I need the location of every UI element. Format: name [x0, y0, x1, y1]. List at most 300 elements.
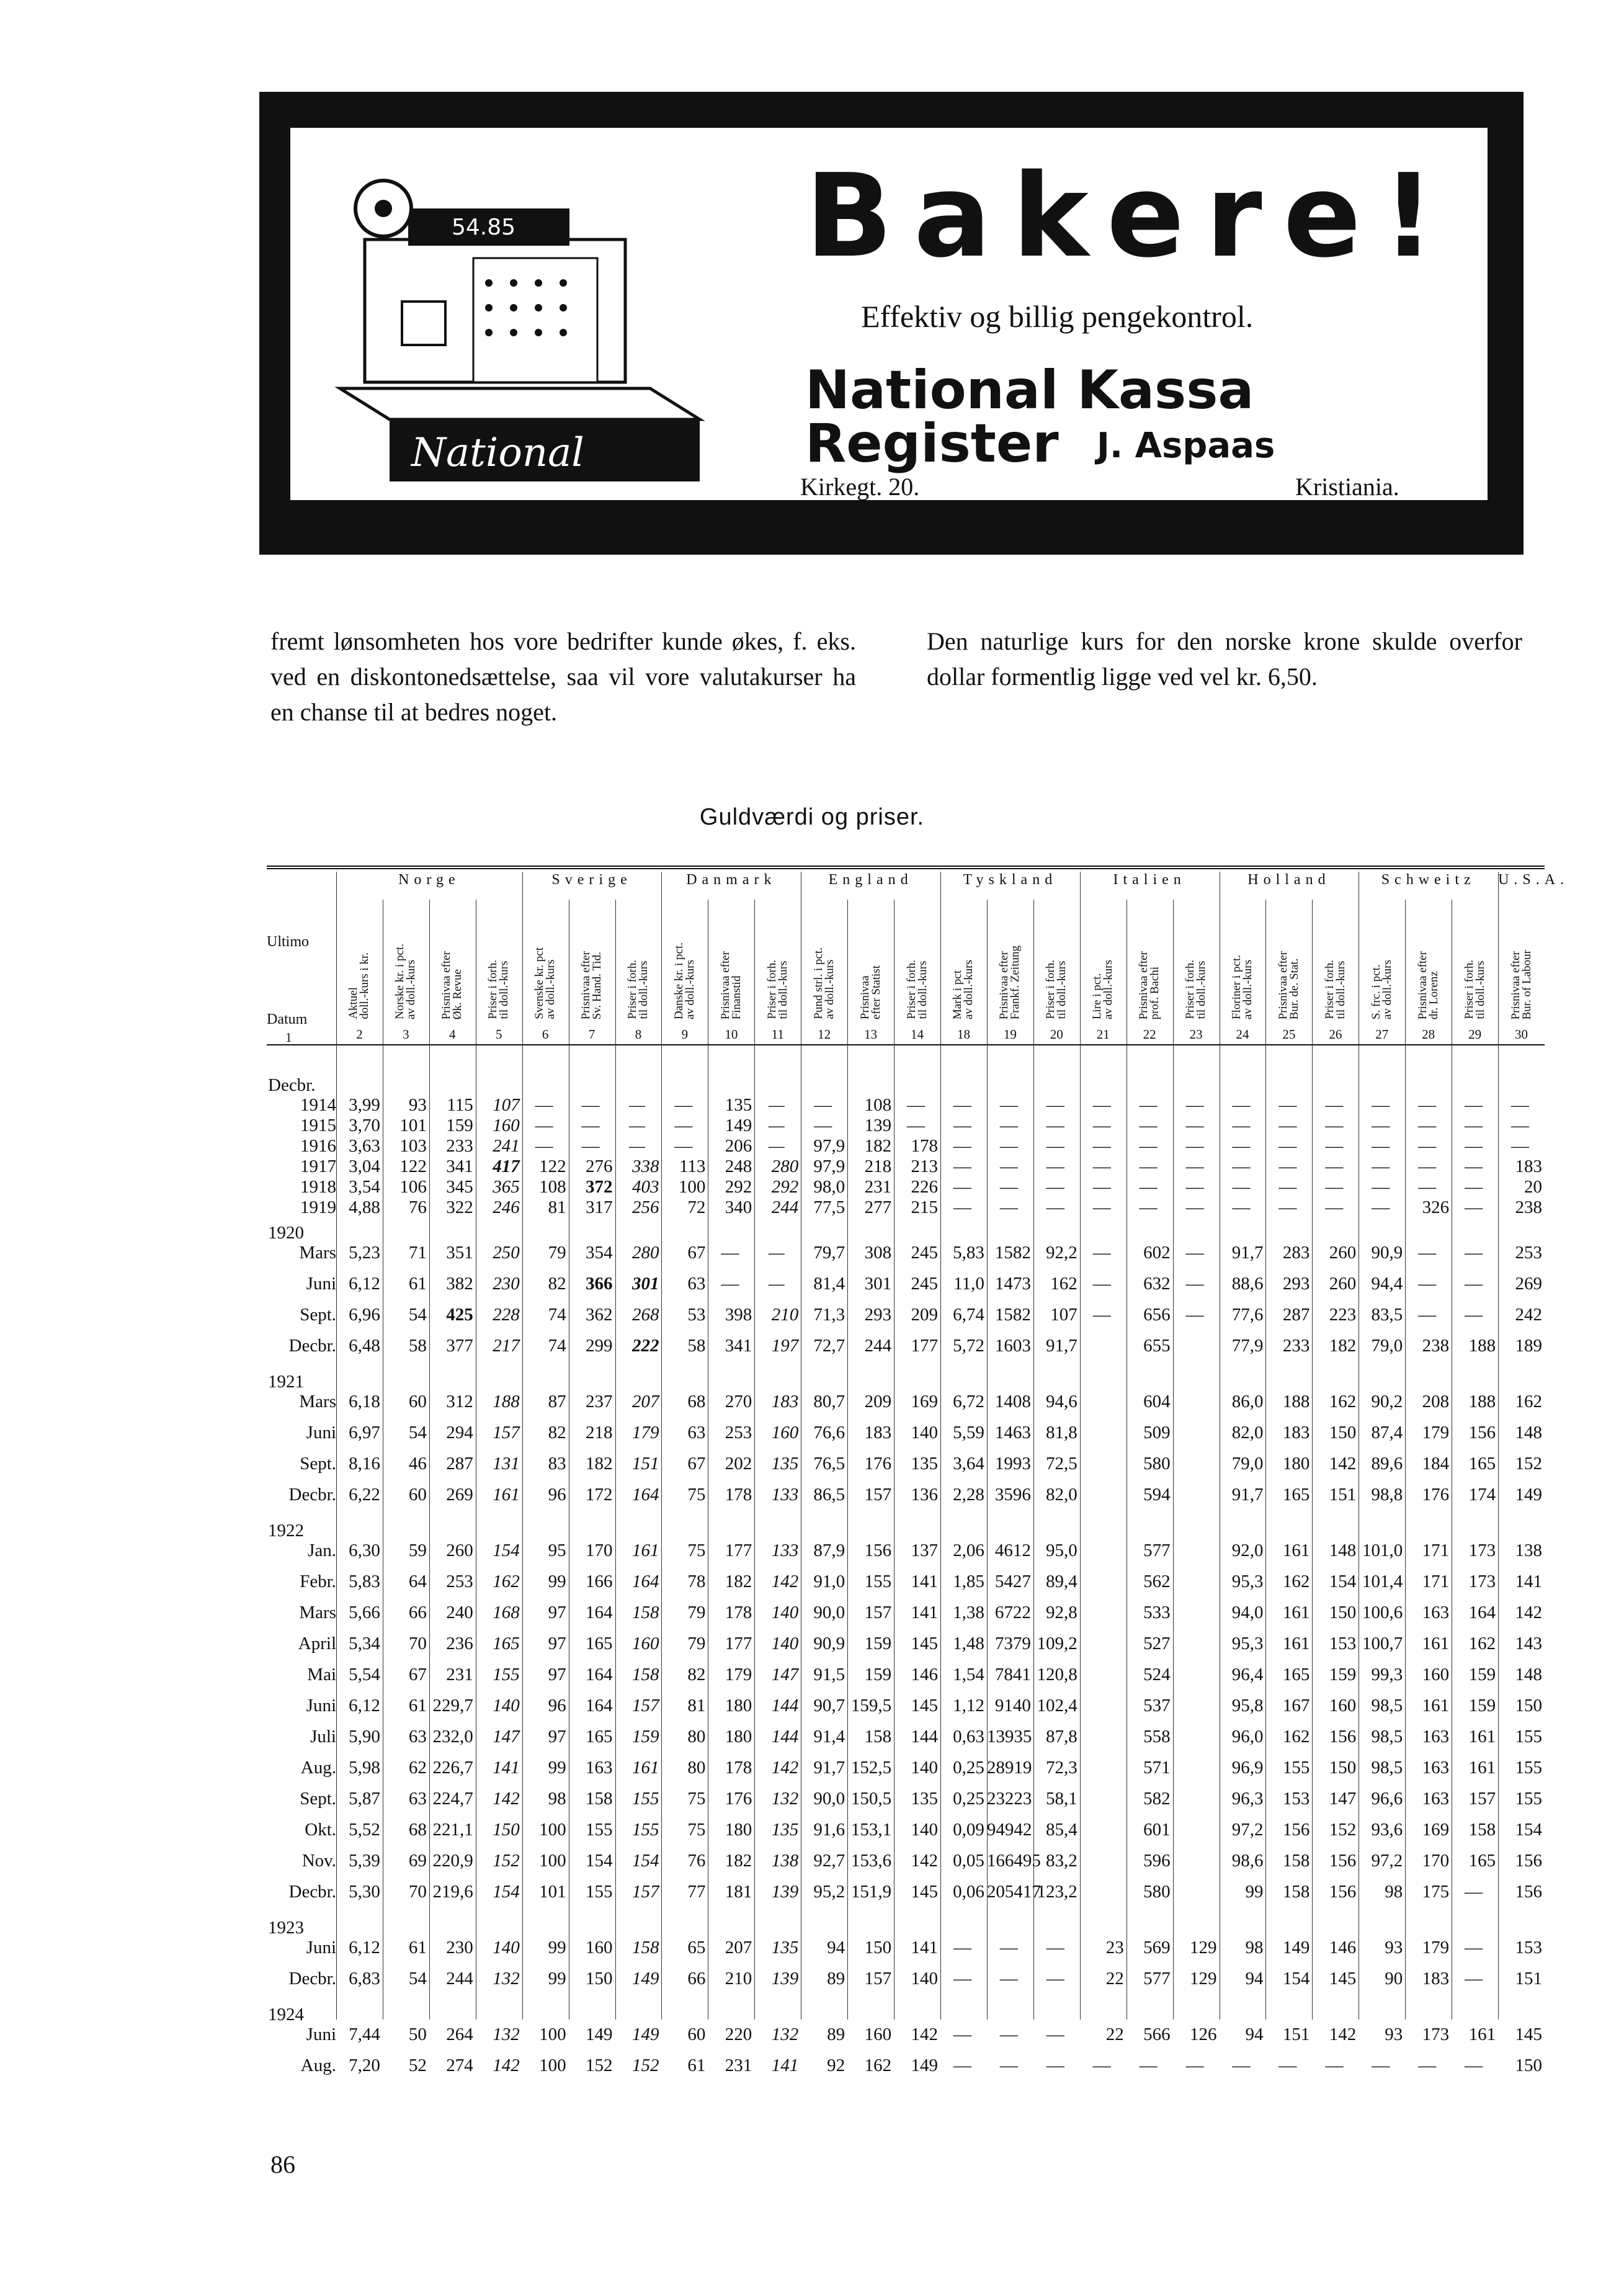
table-cell: 136: [911, 1485, 938, 1505]
table-cell: 76: [408, 1197, 427, 1217]
table-cell: 221,1: [432, 1820, 473, 1840]
column-header: [569, 902, 615, 1019]
table-cell: 157: [864, 1969, 892, 1989]
table-cell: 140: [771, 1634, 799, 1653]
column-divider: [661, 872, 662, 2020]
row-label: Decbr.: [288, 1485, 336, 1505]
table-cell: 176: [864, 1454, 892, 1474]
table-cell: 152: [1329, 1820, 1357, 1840]
table-cell: 341: [446, 1157, 473, 1176]
table-cell: 537: [1143, 1696, 1171, 1716]
table-cell: 312: [446, 1392, 473, 1412]
table-cell: 159: [446, 1116, 473, 1135]
table-cell: —: [1185, 2056, 1204, 2075]
table-cell: 140: [493, 1696, 520, 1716]
table-cell: —: [999, 1157, 1018, 1176]
table-cell: 274: [446, 2056, 473, 2075]
table-cell: 178: [725, 1485, 752, 1505]
table-cell: 150,5: [850, 1789, 892, 1809]
table-cell: 142: [493, 2056, 520, 2075]
table-cell: 269: [1515, 1274, 1542, 1294]
table-cell: 260: [446, 1541, 473, 1560]
column-header-label: Priser i forh. til doll.-kurs: [486, 960, 511, 1019]
table-cell: 6,97: [349, 1423, 380, 1443]
column-header: [1265, 902, 1312, 1019]
table-cell: 205417: [986, 1882, 1041, 1902]
table-cell: 89,6: [1371, 1454, 1403, 1474]
table-cell: 137: [911, 1541, 938, 1560]
table-cell: 97,9: [813, 1157, 845, 1176]
table-cell: —: [1185, 1305, 1204, 1325]
table-cell: —: [1465, 2056, 1483, 2075]
table-cell: 580: [1143, 1882, 1171, 1902]
table-cell: 160: [586, 1938, 613, 1958]
column-header: [987, 902, 1033, 1019]
table-cell: 248: [725, 1157, 752, 1176]
table-cell: 52: [408, 2056, 427, 2075]
table-cell: 100: [539, 2056, 566, 2075]
table-cell: 5,87: [349, 1789, 380, 1809]
table-cell: 147: [771, 1665, 799, 1685]
table-cell: 217: [493, 1336, 520, 1356]
table-cell: 74: [548, 1336, 566, 1356]
table-cell: 156: [1282, 1820, 1310, 1840]
table-cell: 222: [631, 1336, 659, 1356]
table-cell: 0,25: [953, 1758, 984, 1778]
table-cell: 100: [539, 1851, 566, 1871]
table-cell: —: [1278, 1095, 1297, 1115]
table-cell: 99: [548, 1938, 566, 1958]
table-row: [267, 1177, 1545, 1197]
table-row: [267, 1423, 1545, 1443]
table-cell: 183: [1515, 1157, 1542, 1176]
table-cell: 122: [539, 1157, 566, 1176]
table-cell: 326: [1422, 1197, 1450, 1217]
row-label: Juni: [306, 2025, 336, 2044]
row-label: Decbr.: [288, 1969, 336, 1989]
table-row: [267, 1820, 1545, 1840]
table-cell: 60: [408, 1392, 427, 1412]
advertisement-panel: [290, 128, 1488, 500]
table-cell: 156: [864, 1541, 892, 1560]
table-cell: 135: [911, 1789, 938, 1809]
table-cell: 292: [725, 1177, 752, 1197]
table-cell: 75: [687, 1789, 706, 1809]
table-cell: 1582: [994, 1243, 1031, 1263]
table-row: [267, 1305, 1545, 1325]
table-cell: 93: [1385, 2025, 1403, 2044]
table-cell: —: [1418, 1305, 1437, 1325]
table-cell: 67: [687, 1243, 706, 1263]
column-header-label: Priser i forh. til doll.-kurs: [1044, 960, 1069, 1019]
table-cell: 100: [678, 1177, 706, 1197]
row-label: 1916: [300, 1136, 336, 1156]
table-cell: 6,96: [349, 1305, 380, 1325]
table-cell: —: [907, 1095, 926, 1115]
table-cell: 577: [1143, 1541, 1171, 1560]
table-cell: 76,6: [813, 1423, 845, 1443]
table-cell: 173: [1468, 1541, 1496, 1560]
table-cell: 63: [687, 1274, 706, 1294]
table-cell: 150: [493, 1820, 520, 1840]
table-cell: 159: [1468, 1665, 1496, 1685]
column-header: [1080, 902, 1127, 1019]
table-cell: 161: [1422, 1634, 1450, 1653]
table-cell: 150: [864, 1938, 892, 1958]
table-cell: 206: [725, 1136, 752, 1156]
table-cell: 602: [1143, 1243, 1171, 1263]
table-cell: —: [674, 1136, 693, 1156]
table-cell: 162: [1468, 1634, 1496, 1653]
table-cell: 153: [1329, 1634, 1357, 1653]
table-cell: 354: [586, 1243, 613, 1263]
table-cell: 162: [1282, 1727, 1310, 1747]
table-cell: —: [1232, 1116, 1251, 1135]
table-cell: 135: [771, 1454, 799, 1474]
table-cell: —: [1278, 1136, 1297, 1156]
table-cell: 157: [493, 1423, 520, 1443]
table-cell: 86,0: [1231, 1392, 1264, 1412]
column-number: 30: [1515, 1027, 1528, 1042]
table-cell: 176: [1422, 1485, 1450, 1505]
table-cell: 228: [493, 1305, 520, 1325]
table-cell: 91,0: [813, 1572, 845, 1591]
table-cell: —: [1092, 1305, 1111, 1325]
table-cell: 98: [1245, 1938, 1264, 1958]
table-cell: 98,8: [1371, 1485, 1403, 1505]
row-label: Sept.: [300, 1454, 336, 1474]
table-cell: —: [953, 1197, 971, 1217]
table-cell: 155: [1515, 1789, 1542, 1809]
table-cell: 207: [631, 1392, 659, 1412]
table-cell: 165: [586, 1727, 613, 1747]
table-cell: 161: [631, 1758, 659, 1778]
table-cell: 63: [408, 1727, 427, 1747]
table-cell: —: [768, 1136, 785, 1156]
row-label: Mars: [299, 1603, 336, 1622]
table-cell: 50: [408, 2025, 427, 2044]
table-cell: 101,0: [1362, 1541, 1403, 1560]
table-cell: —: [1418, 1136, 1437, 1156]
table-cell: 210: [725, 1969, 752, 1989]
table-cell: —: [1372, 1197, 1390, 1217]
table-cell: —: [1465, 1243, 1483, 1263]
table-cell: —: [953, 2056, 971, 2075]
table-cell: 142: [1329, 2025, 1357, 2044]
table-cell: —: [1232, 2056, 1251, 2075]
column-divider: [522, 872, 523, 2020]
table-cell: 70: [408, 1634, 427, 1653]
table-cell: 183: [771, 1392, 799, 1412]
table-cell: 202: [725, 1454, 752, 1474]
register-display: 54.85: [452, 215, 516, 240]
table-cell: 153,6: [850, 1851, 892, 1871]
table-row: [267, 1485, 1545, 1505]
country-header: Danmark: [686, 872, 777, 888]
table-cell: 88,6: [1231, 1274, 1264, 1294]
advert-address: Kirkegt. 20.: [800, 473, 920, 501]
table-cell: 6,72: [953, 1392, 984, 1412]
table-cell: 299: [586, 1336, 613, 1356]
table-cell: 82: [687, 1665, 706, 1685]
table-cell: —: [1418, 1243, 1437, 1263]
table-cell: 122: [399, 1157, 427, 1176]
column-header-label: Priser i forh. til doll.-kurs: [1184, 960, 1208, 1019]
table-cell: 90,9: [1371, 1243, 1403, 1263]
table-cell: 142: [1515, 1603, 1542, 1622]
column-header: [847, 902, 894, 1019]
table-cell: 184: [1422, 1454, 1450, 1474]
table-cell: —: [535, 1095, 553, 1115]
table-cell: 158: [1282, 1851, 1310, 1871]
table-cell: 6,83: [349, 1969, 380, 1989]
column-header: [1405, 902, 1452, 1019]
table-cell: 6,18: [349, 1392, 380, 1412]
table-cell: 142: [911, 2025, 938, 2044]
table-cell: 96,0: [1231, 1727, 1264, 1747]
table-cell: 99: [548, 1969, 566, 1989]
table-cell: 162: [1282, 1572, 1310, 1591]
table-cell: 91,7: [1231, 1485, 1264, 1505]
row-group-label: 1924: [268, 2005, 304, 2025]
table-cell: 93: [408, 1095, 427, 1115]
table-cell: 182: [1329, 1336, 1357, 1356]
table-cell: 167: [1282, 1696, 1310, 1716]
table-cell: 97: [548, 1665, 566, 1685]
column-header-label: Danske kr. i pct. av doll.-kurs: [672, 942, 697, 1019]
country-header: Norge: [398, 872, 460, 888]
table-cell: 99,3: [1371, 1665, 1403, 1685]
table-cell: 580: [1143, 1454, 1171, 1474]
table-cell: 97,9: [813, 1136, 845, 1156]
table-cell: —: [1418, 1157, 1437, 1176]
table-cell: 166495: [986, 1851, 1041, 1871]
row-label: Sept.: [300, 1789, 336, 1809]
table-cell: 175: [1422, 1882, 1450, 1902]
table-cell: 58: [408, 1336, 427, 1356]
table-cell: 54: [408, 1305, 427, 1325]
table-cell: —: [999, 1136, 1018, 1156]
table-cell: 6,48: [349, 1336, 380, 1356]
table-cell: 179: [1422, 1938, 1450, 1958]
column-divider: [940, 872, 941, 2020]
table-cell: 164: [631, 1572, 659, 1591]
table-cell: 92,8: [1046, 1603, 1077, 1622]
table-cell: 79,0: [1231, 1454, 1264, 1474]
table-cell: —: [768, 1243, 785, 1263]
table-cell: —: [1278, 2056, 1297, 2075]
table-cell: 237: [586, 1392, 613, 1412]
column-divider: [1498, 872, 1499, 2020]
table-cell: 94: [827, 1938, 845, 1958]
table-cell: —: [814, 1116, 832, 1135]
table-cell: 3,99: [349, 1095, 380, 1115]
table-cell: 63: [687, 1423, 706, 1443]
table-cell: —: [1278, 1177, 1297, 1197]
row-label: Juni: [306, 1274, 336, 1294]
table-cell: 87: [548, 1392, 566, 1412]
table-cell: 149: [631, 2025, 659, 2044]
table-cell: 527: [1143, 1634, 1171, 1653]
table-cell: 161: [1282, 1603, 1310, 1622]
row-label: 1919: [300, 1197, 336, 1217]
table-cell: 165: [493, 1634, 520, 1653]
country-header: Schweitz: [1381, 872, 1476, 888]
table-cell: —: [1465, 1305, 1483, 1325]
table-cell: 150: [1329, 1423, 1357, 1443]
table-row: [267, 1758, 1545, 1778]
table-cell: 23223: [986, 1789, 1032, 1809]
table-cell: 160: [864, 2025, 892, 2044]
table-cell: 157: [864, 1603, 892, 1622]
table-cell: 238: [1422, 1336, 1450, 1356]
table-cell: 403: [631, 1177, 659, 1197]
table-cell: —: [1511, 1116, 1530, 1135]
table-cell: 155: [493, 1665, 520, 1685]
table-cell: 4612: [994, 1541, 1031, 1560]
table-cell: 238: [1515, 1197, 1542, 1217]
table-cell: 162: [493, 1572, 520, 1591]
table-cell: 75: [687, 1820, 706, 1840]
table-cell: —: [1139, 1136, 1158, 1156]
table-cell: 140: [911, 1423, 938, 1443]
column-header-label: Priser i forh. til doll.-kurs: [765, 960, 790, 1019]
table-cell: —: [629, 1116, 645, 1135]
table-cell: 141: [493, 1758, 520, 1778]
table-cell: —: [1046, 1095, 1064, 1115]
table-cell: 154: [493, 1541, 520, 1560]
table-cell: 155: [631, 1789, 659, 1809]
table-cell: 188: [1282, 1392, 1310, 1412]
table-cell: 141: [911, 1938, 938, 1958]
table-cell: 161: [493, 1485, 520, 1505]
table-cell: 59: [408, 1541, 427, 1560]
table-cell: —: [581, 1095, 600, 1115]
table-cell: 90,2: [1371, 1392, 1403, 1412]
table-cell: 94: [1245, 2025, 1264, 2044]
table-cell: 163: [1422, 1758, 1450, 1778]
table-cell: —: [1046, 1136, 1064, 1156]
table-cell: 61: [408, 1274, 427, 1294]
table-cell: —: [1232, 1095, 1251, 1115]
table-cell: 11,0: [953, 1274, 984, 1294]
table-cell: 79,0: [1371, 1336, 1403, 1356]
table-cell: 96,3: [1231, 1789, 1264, 1809]
table-cell: 28919: [986, 1758, 1032, 1778]
table-cell: 79: [687, 1603, 706, 1622]
table-cell: —: [1325, 1095, 1344, 1115]
column-header: [708, 902, 754, 1019]
table-cell: 163: [1422, 1603, 1450, 1622]
table-cell: 232,0: [432, 1727, 473, 1747]
table-cell: 92,2: [1046, 1243, 1077, 1263]
table-cell: 160: [1329, 1696, 1357, 1716]
table-cell: —: [1372, 1136, 1390, 1156]
country-header: Holland: [1247, 872, 1331, 888]
table-cell: 69: [408, 1851, 427, 1871]
table-cell: —: [1418, 2056, 1437, 2075]
column-header: [1220, 902, 1266, 1019]
table-cell: 165: [1282, 1665, 1310, 1685]
table-cell: 142: [493, 1789, 520, 1809]
table-cell: 145: [911, 1634, 938, 1653]
table-cell: 182: [725, 1851, 752, 1871]
column-header-label: Prisnivaa efter Bur. de. Stat.: [1276, 951, 1301, 1019]
table-cell: 132: [771, 2025, 799, 2044]
column-number: 25: [1282, 1027, 1296, 1042]
column-number: 21: [1096, 1027, 1110, 1042]
table-cell: 215: [911, 1197, 938, 1217]
table-cell: 98,0: [813, 1177, 845, 1197]
table-cell: 133: [771, 1541, 799, 1560]
table-cell: 209: [864, 1392, 892, 1412]
table-cell: 226: [911, 1177, 938, 1197]
row-group-label: 1920: [268, 1223, 304, 1243]
advert-city: Kristiania.: [1295, 473, 1399, 501]
column-header: [615, 902, 662, 1019]
cash-register-illustration: [328, 153, 749, 500]
table-cell: 179: [631, 1423, 659, 1443]
table-cell: 6,12: [349, 1274, 380, 1294]
table-cell: 180: [725, 1727, 752, 1747]
column-header-label: Aktuel doll.-kurs i kr.: [347, 952, 372, 1019]
table-cell: 158: [1468, 1820, 1496, 1840]
row-label: Nov.: [301, 1851, 336, 1871]
table-cell: 177: [911, 1336, 938, 1356]
table-cell: 99: [548, 1572, 566, 1591]
column-header-label: Prisnivaa efter Sv. Hand. Tid.: [579, 951, 604, 1019]
column-header: [1498, 902, 1545, 1019]
table-cell: 100,6: [1362, 1603, 1403, 1622]
table-cell: 115: [447, 1095, 473, 1115]
table-cell: 301: [631, 1274, 659, 1294]
column-header-label: S. frc. i pct. av doll.-kurs: [1369, 959, 1394, 1019]
table-cell: 240: [446, 1603, 473, 1622]
table-cell: 7841: [994, 1665, 1031, 1685]
table-cell: 152: [1515, 1454, 1542, 1474]
table-cell: 148: [1515, 1665, 1542, 1685]
table-cell: 180: [1282, 1454, 1310, 1474]
column-divider: [1080, 872, 1081, 2020]
table-cell: —: [1185, 1197, 1204, 1217]
table-cell: 168: [493, 1603, 520, 1622]
table-cell: 210: [771, 1305, 799, 1325]
table-cell: 338: [631, 1157, 659, 1176]
table-cell: 151,9: [850, 1882, 892, 1902]
table-cell: 219,6: [432, 1882, 473, 1902]
table-cell: 293: [864, 1305, 892, 1325]
table-cell: —: [1325, 1136, 1344, 1156]
table-cell: 5427: [994, 1572, 1031, 1591]
table-cell: 179: [725, 1665, 752, 1685]
table-cell: 1463: [994, 1423, 1031, 1443]
table-cell: 82,0: [1231, 1423, 1264, 1443]
table-cell: —: [1092, 1157, 1111, 1176]
table-cell: —: [953, 2025, 971, 2044]
table-cell: 107: [1050, 1305, 1077, 1325]
table-row: [267, 1634, 1545, 1653]
header-rule: [267, 1044, 1545, 1045]
table-cell: 98,5: [1371, 1696, 1403, 1716]
table-cell: 97: [548, 1603, 566, 1622]
table-cell: 171: [1422, 1541, 1450, 1560]
table-cell: 151: [1282, 2025, 1310, 2044]
table-cell: 71: [408, 1243, 427, 1263]
table-cell: 1,54: [953, 1665, 984, 1685]
table-cell: 46: [408, 1454, 427, 1474]
table-cell: 244: [771, 1197, 799, 1217]
table-cell: 0,09: [953, 1820, 984, 1840]
